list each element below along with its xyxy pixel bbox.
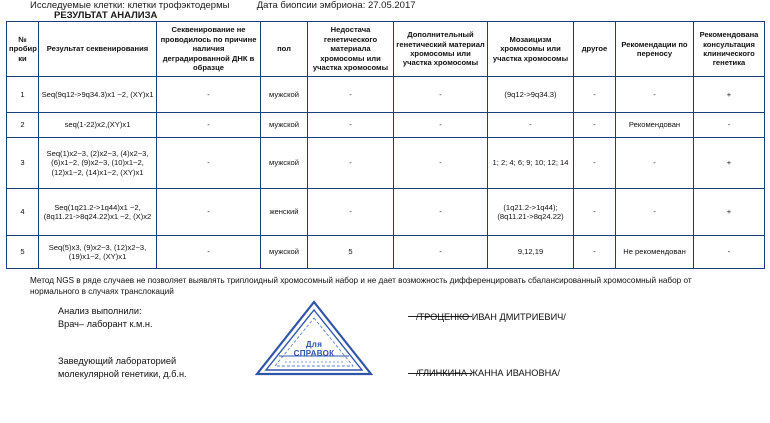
cell-sequencing-result: Seq(9q12->9q34.3)x1 ~2, (XY)x1: [39, 77, 157, 113]
cell-genetic-consultation: +: [694, 77, 765, 113]
cell-transfer-recommendation: -: [616, 77, 694, 113]
cell-mosaicism: (9q12->9q34.3): [488, 77, 574, 113]
method-limitation-note: Метод NGS в ряде случаев не позволяет выявлять триплоидный хромосомный набор и не дает возможность дифференцировать сбалансированный хромосомный набор от нормального в случаях транслокаций: [30, 276, 692, 297]
cell-other: -: [574, 138, 616, 189]
cell-sequencing-result: seq(1-22)x2,(XY)x1: [39, 113, 157, 138]
stamp-text-line2: СПРАВОК: [293, 349, 335, 359]
cell-sex: мужской: [261, 77, 308, 113]
cells-studied-label: Исследуемые клетки: клетки трофэктодермы: [30, 0, 230, 11]
cell-sex: мужской: [261, 113, 308, 138]
official-stamp: [252, 298, 376, 378]
cell-sex: мужской: [261, 236, 308, 269]
table-row: [7, 138, 765, 189]
cell-genetic-consultation: -: [694, 236, 765, 269]
stamp-text: [252, 340, 376, 358]
lab-head-role-line1: Заведующий лабораторией: [58, 356, 177, 366]
cell-other: -: [574, 189, 616, 236]
cell-no-sequencing-reason: -: [157, 77, 261, 113]
cell-missing-material: -: [308, 138, 394, 189]
col-extra-material: Дополнительный генетический материал хромосомы или участка хромосомы: [394, 22, 488, 77]
page-title: РЕЗУЛЬТАТ АНАЛИЗА: [54, 10, 158, 21]
cell-transfer-recommendation: Не рекомендован: [616, 236, 694, 269]
lab-head-role-line2: молекулярной генетики, д.б.н.: [58, 369, 187, 379]
analysis-results-table: [6, 21, 765, 269]
cell-sex: мужской: [261, 138, 308, 189]
cell-transfer-recommendation: -: [616, 189, 694, 236]
col-no-sequencing-reason: Секвенирование не проводилось по причине наличия деградированной ДНК в образце: [157, 22, 261, 77]
col-missing-material: Недостача генетического материала хромосомы или участка хромосомы: [308, 22, 394, 77]
cell-mosaicism: 1; 2; 4; 6; 9; 10; 12; 14: [488, 138, 574, 189]
col-sex: пол: [261, 22, 308, 77]
table-row: [7, 236, 765, 269]
cell-other: -: [574, 77, 616, 113]
cell-missing-material: -: [308, 113, 394, 138]
cell-extra-material: -: [394, 77, 488, 113]
cell-other: -: [574, 113, 616, 138]
cell-missing-material: -: [308, 189, 394, 236]
cell-sequencing-result: Seq(5)x3, (9)x2~3, (12)x2~3, (19)x1~2, (XY)x1: [39, 236, 157, 269]
col-tube-number: № пробир ки: [7, 22, 39, 77]
doctor-role-label: Врач– лаборант к.м.н.: [58, 319, 153, 329]
cell-tube-number: 1: [7, 77, 39, 113]
cell-sex: женский: [261, 189, 308, 236]
cell-tube-number: 4: [7, 189, 39, 236]
cell-no-sequencing-reason: -: [157, 236, 261, 269]
document-page: Исследуемые клетки: клетки трофэктодермы Дата биопсии эмбриона: 27.05.2017 РЕЗУЛЬТАТ АНАЛИЗА № пробир ки Результат секвенирования Секвенирование не проводилось по причине наличия деградированной ДНК в образце пол Недостача генетического материала хромосомы или участка хромосомы Дополнительный генетический материал хромосомы или участка хромосомы Мозаицизм хромосомы или участка хромосомы другое Рекомендации по переносу Рекомендована консультация клинического генетика 1 Seq(9q12->9q34.3)x1 ~2, (XY)x1 - мужской - - (9q12->9q34.3) - - + 2 seq(1-22)x2,(XY)x1 - мужской - - - - Рекомендован - 3 Seq(1)x2~3, (2)x2~3, (4)x2~3, (6)x1~2, (9)x2~3, (10)x1~2, (12)x1~2, (14)x1~2, (XY)x1 - мужской - - 1; 2; 4; 6; 9; 10; 12; 14 - - + 4 Seq(1q21.2->1q44)x1 ~2, (8q11.21->8q24.22)x1 ~2, (X)x2 - женский - - (1q21.2->1q44); (8q11.21->8q24.22) - - + 5 Seq(5)x3, (9)x2~3, (12)x2~3, (19)x1~2, (XY)x1 - мужской 5 - 9,12,19 - Не рекомендован - Метод NGS в ряде случаев не позволяет выявлять триплоидный хромосомный набор и не дает возможность дифференцировать сбалансированный хромосомный набор от нормального в случаях транслокаций Анализ выполнили: Врач– лаборант к.м.н. /ТРОЦЕНКО ИВАН ДМИТРИЕВИЧ/ Заведующий лабораторией молекулярной генетики, д.б.н. /ГЛИНКИНА ЖАННА ИВАНОВНА/ Для СПРАВОК: [0, 0, 770, 423]
stamp-triangle-icon: [252, 298, 376, 378]
cell-extra-material: -: [394, 113, 488, 138]
cell-missing-material: 5: [308, 236, 394, 269]
cell-tube-number: 2: [7, 113, 39, 138]
table-row: [7, 189, 765, 236]
biopsy-date-label: Дата биопсии эмбриона: 27.05.2017: [256, 0, 416, 11]
cell-sequencing-result: Seq(1q21.2->1q44)x1 ~2, (8q11.21->8q24.22)x1 ~2, (X)x2: [39, 189, 157, 236]
cell-no-sequencing-reason: -: [157, 113, 261, 138]
cell-mosaicism: 9,12,19: [488, 236, 574, 269]
lab-head-name: /ГЛИНКИНА ЖАННА ИВАНОВНА/: [416, 368, 560, 378]
col-transfer-recommendation: Рекомендации по переносу: [616, 22, 694, 77]
col-mosaicism: Мозаицизм хромосомы или участка хромосомы: [488, 22, 574, 77]
col-sequencing-result: Результат секвенирования: [39, 22, 157, 77]
cell-extra-material: -: [394, 189, 488, 236]
cell-genetic-consultation: +: [694, 189, 765, 236]
cell-sequencing-result: Seq(1)x2~3, (2)x2~3, (4)x2~3, (6)x1~2, (9)x2~3, (10)x1~2, (12)x1~2, (14)x1~2, (XY)x1: [39, 138, 157, 189]
cell-genetic-consultation: -: [694, 113, 765, 138]
col-genetic-consultation: Рекомендована консультация клинического генетика: [694, 22, 765, 77]
cell-transfer-recommendation: Рекомендован: [616, 113, 694, 138]
cell-tube-number: 3: [7, 138, 39, 189]
table-row: [7, 113, 765, 138]
cell-mosaicism: -: [488, 113, 574, 138]
col-other: другое: [574, 22, 616, 77]
cell-missing-material: -: [308, 77, 394, 113]
cell-tube-number: 5: [7, 236, 39, 269]
cell-mosaicism: (1q21.2->1q44); (8q11.21->8q24.22): [488, 189, 574, 236]
cell-no-sequencing-reason: -: [157, 189, 261, 236]
table-header-row: [7, 22, 765, 77]
table-row: [7, 77, 765, 113]
cell-other: -: [574, 236, 616, 269]
stamp-text-line1: Для: [305, 340, 323, 349]
cell-extra-material: -: [394, 138, 488, 189]
cell-no-sequencing-reason: -: [157, 138, 261, 189]
cell-genetic-consultation: +: [694, 138, 765, 189]
cell-extra-material: -: [394, 236, 488, 269]
cell-transfer-recommendation: -: [616, 138, 694, 189]
doctor-name: /ТРОЦЕНКО ИВАН ДМИТРИЕВИЧ/: [416, 312, 566, 322]
